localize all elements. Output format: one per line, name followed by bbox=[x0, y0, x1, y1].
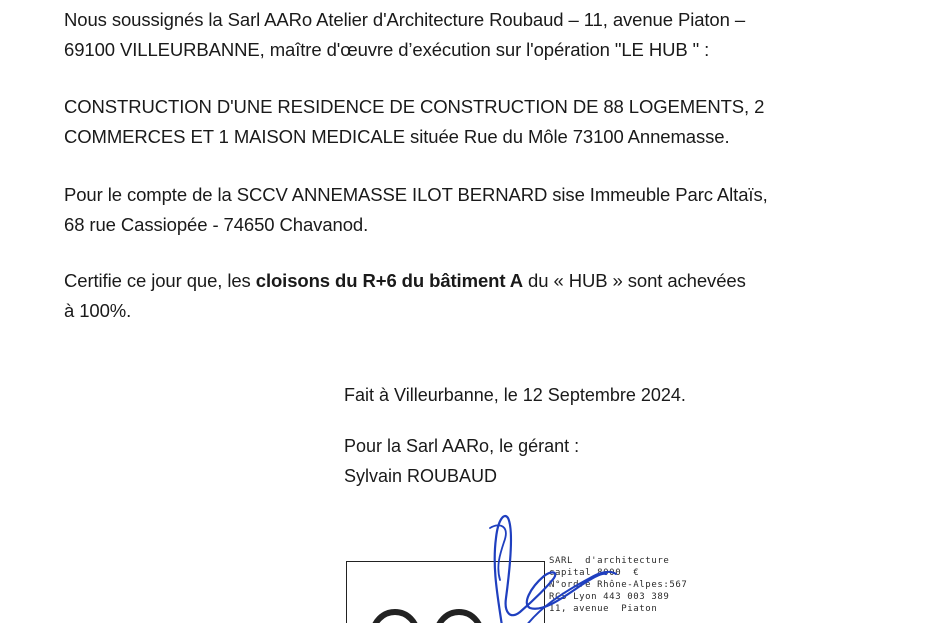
issuer-line-1: Nous soussignés la Sarl AARo Atelier d'Architecture Roubaud – 11, avenue Piaton – bbox=[64, 9, 746, 30]
stamp-line-1: SARL d'architecture bbox=[549, 556, 670, 566]
signatory-name: Sylvain ROUBAUD bbox=[344, 466, 498, 486]
certification-bold-scope: cloisons du R+6 du bâtiment A bbox=[255, 270, 524, 291]
client-paragraph bbox=[64, 180, 844, 240]
client-line-2: 68 rue Cassiopée - 74650 Chavanod. bbox=[64, 214, 369, 235]
client-line-1: Pour le compte de la SCCV ANNEMASSE ILOT BERNARD sise Immeuble Parc Altaïs, bbox=[64, 184, 768, 205]
project-line-2: COMMERCES ET 1 MAISON MEDICALE située Rue du Môle 73100 Annemasse. bbox=[64, 126, 730, 147]
place-date: Fait à Villeurbanne, le 12 Septembre 2024. bbox=[344, 385, 686, 405]
handwritten-signature bbox=[430, 508, 630, 623]
issuer-line-2: 69100 VILLEURBANNE, maître d'œuvre d’exécution sur l'opération "LE HUB " : bbox=[64, 39, 710, 60]
certification-rest: du « HUB » sont achevées bbox=[523, 270, 746, 291]
certification-line-2: à 100%. bbox=[64, 300, 132, 321]
stamp-line-4: RCS Lyon 443 003 389 bbox=[549, 592, 670, 602]
project-line-1: CONSTRUCTION D'UNE RESIDENCE DE CONSTRUCTION DE 88 LOGEMENTS, 2 bbox=[64, 96, 765, 117]
stamp-line-3: N°ordre Rhône-Alpes:567 bbox=[549, 580, 688, 590]
certification-line-1 bbox=[64, 266, 844, 296]
stamp-line-2: capital 8000 € bbox=[549, 568, 640, 578]
certification-intro: Certifie ce jour que, les bbox=[64, 270, 256, 291]
issuer-paragraph bbox=[64, 5, 844, 65]
certification-paragraph bbox=[64, 266, 844, 326]
signatory-role: Pour la Sarl AARo, le gérant : bbox=[344, 436, 580, 456]
project-paragraph bbox=[64, 92, 844, 152]
signatory-block bbox=[344, 431, 579, 491]
stamp-line-5: 11, avenue Piaton bbox=[549, 604, 658, 614]
